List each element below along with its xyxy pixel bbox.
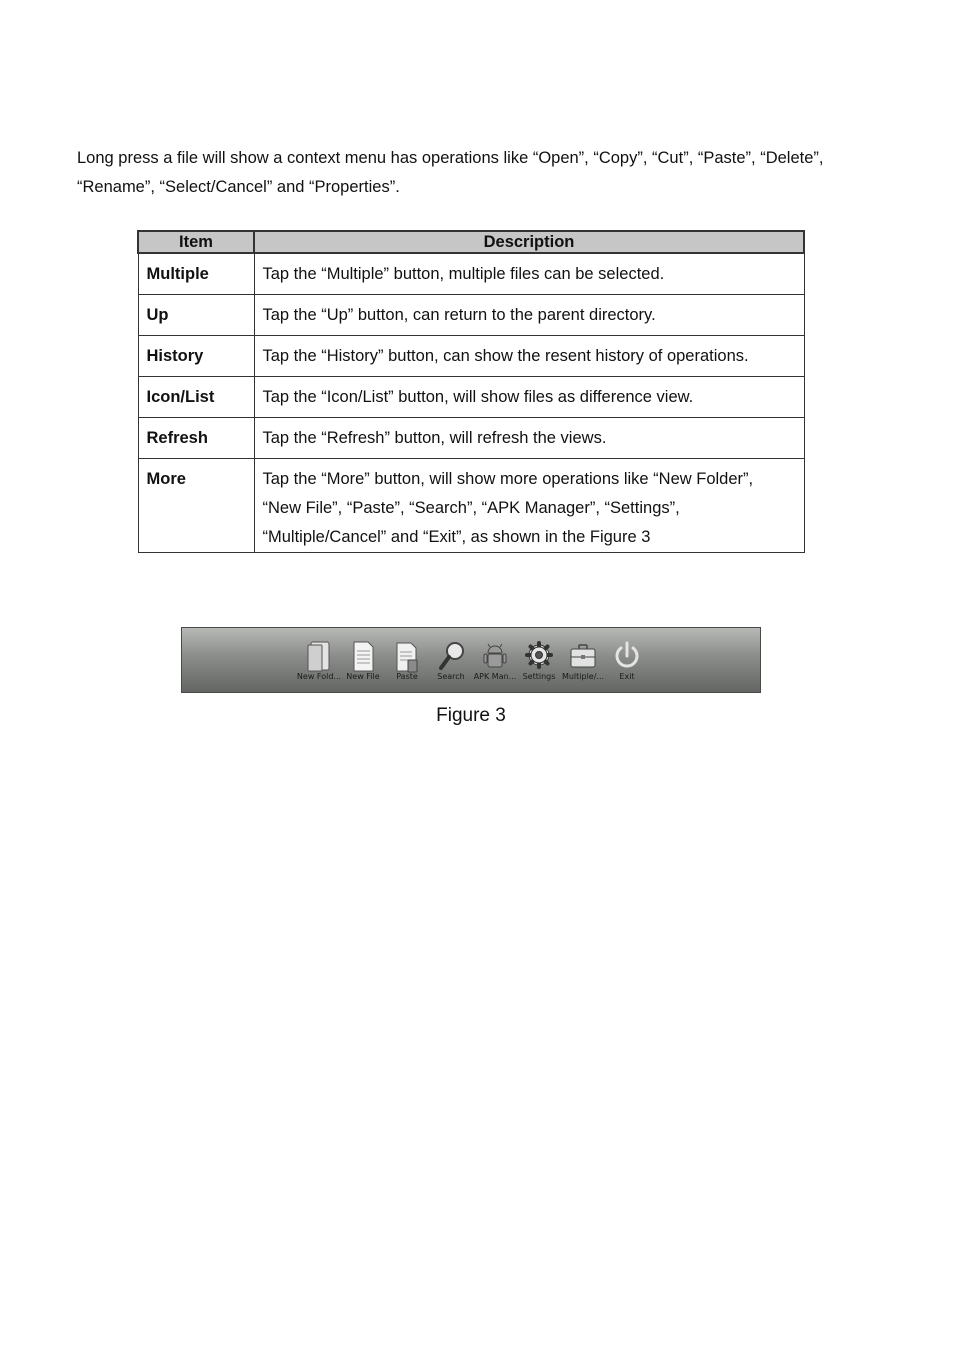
- intro-paragraph: Long press a file will show a context menu has operations like “Open”, “Copy”, “Cut”, “Paste”, “Delete”, “Rename”, “Select/Cancel” and “Properties”.: [77, 149, 824, 196]
- table-row: [138, 335, 804, 376]
- row-description: Tap the “Icon/List” button, will show files as difference view.: [254, 376, 804, 417]
- toolbar-label: APK Man...: [473, 672, 517, 681]
- toolbar-search-button[interactable]: [428, 638, 474, 688]
- toolbar-label: Settings: [522, 672, 556, 681]
- header-item: Item: [138, 231, 254, 253]
- paste-icon: [390, 638, 424, 676]
- row-item: Refresh: [138, 417, 254, 458]
- briefcase-icon: [566, 638, 600, 676]
- row-description: Tap the “Refresh” button, will refresh the views.: [254, 417, 804, 458]
- row-item: History: [138, 335, 254, 376]
- toolbar-label: Multiple/...: [561, 672, 605, 681]
- toolbar-label: Paste: [396, 672, 418, 681]
- power-icon: [610, 638, 644, 676]
- header-description: Description: [254, 231, 804, 253]
- toolbar-new-file-button[interactable]: [340, 638, 386, 688]
- operations-table: [137, 230, 805, 553]
- toolbar-settings-button[interactable]: [516, 638, 562, 688]
- toolbar-label: Exit: [619, 672, 635, 681]
- gear-icon: [522, 638, 556, 676]
- new-file-icon: [346, 638, 380, 676]
- apk-manager-icon: [478, 638, 512, 676]
- row-description: Tap the “Multiple” button, multiple files can be selected.: [254, 253, 804, 294]
- search-icon: [434, 638, 468, 676]
- table-row: [138, 376, 804, 417]
- toolbar-label: Search: [437, 672, 465, 681]
- table-row: [138, 294, 804, 335]
- toolbar-label: New File: [346, 672, 380, 681]
- row-item: More: [138, 458, 254, 552]
- new-folder-icon: [302, 638, 336, 676]
- table-row: [138, 417, 804, 458]
- table-header-row: [138, 231, 804, 253]
- toolbar-new-folder-button[interactable]: [296, 638, 342, 688]
- toolbar-exit-button[interactable]: [604, 638, 650, 688]
- row-description: Tap the “Up” button, can return to the parent directory.: [254, 294, 804, 335]
- table-row: [138, 458, 804, 552]
- row-description: Tap the “More” button, will show more operations like “New Folder”, “New File”, “Paste”, “Search”, “APK Manager”, “Settings”, “Multiple/Cancel” and “Exit”, as shown in the Figure 3: [254, 458, 804, 552]
- toolbar-label: New Fold...: [296, 672, 342, 681]
- table-row: [138, 253, 804, 294]
- row-description: Tap the “History” button, can show the resent history of operations.: [254, 335, 804, 376]
- toolbar-multiple-cancel-button[interactable]: [560, 638, 606, 688]
- row-item: Multiple: [138, 253, 254, 294]
- toolbar-paste-button[interactable]: [384, 638, 430, 688]
- toolbar-apk-manager-button[interactable]: [472, 638, 518, 688]
- figure-3-toolbar: [181, 627, 761, 693]
- row-item: Icon/List: [138, 376, 254, 417]
- figure-caption: Figure 3: [436, 705, 506, 726]
- row-item: Up: [138, 294, 254, 335]
